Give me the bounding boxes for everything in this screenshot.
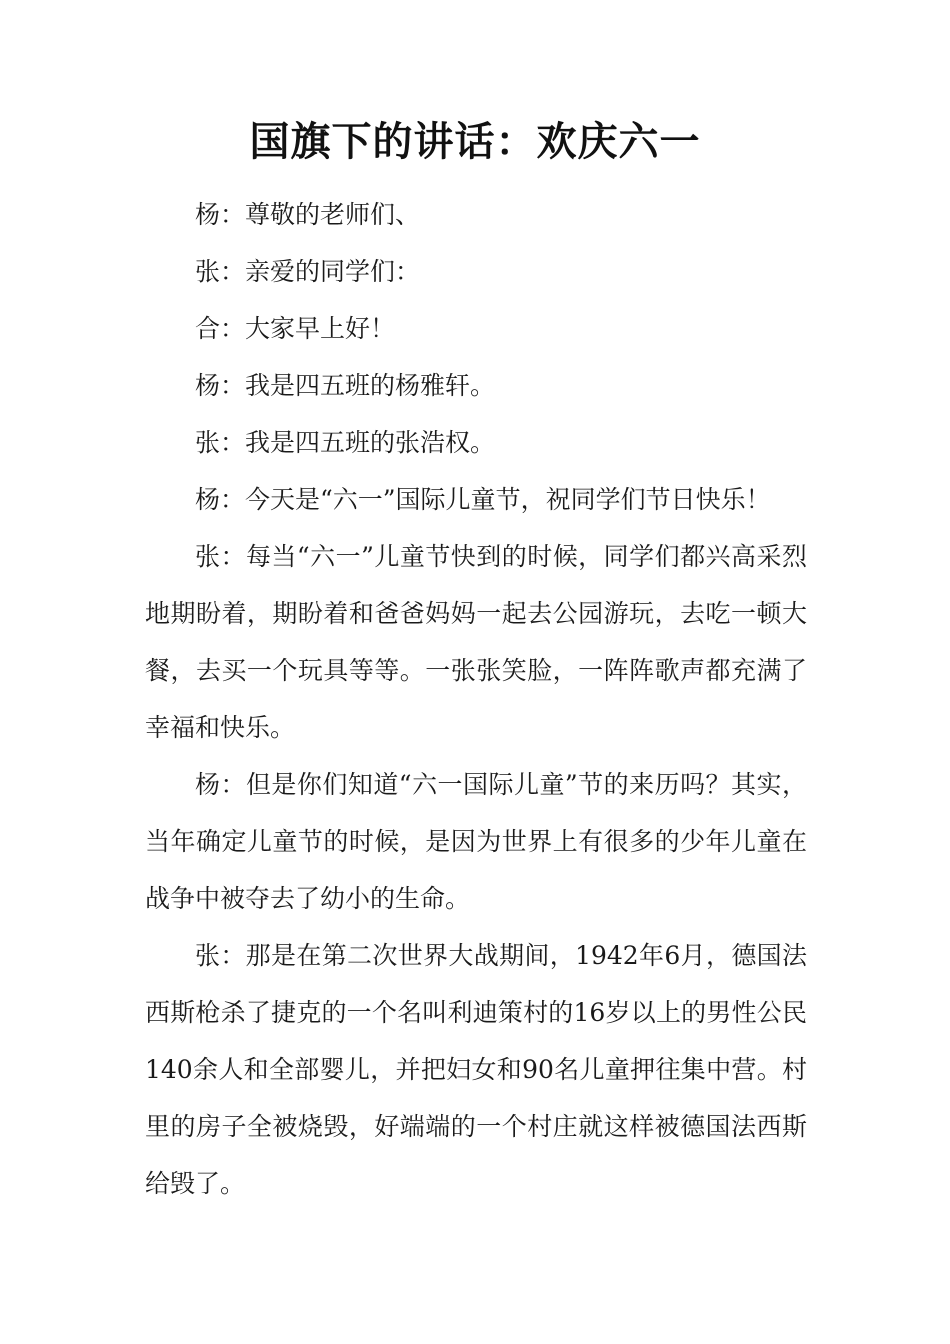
paragraph: 张：那是在第二次世界大战期间，1942年6月，德国法西斯枪杀了捷克的一个名叫利迪策村的16岁以上的男性公民140余人和全部婴儿，并把妇女和90名儿童押往集中营。村里的房子全被烧毁，好端端的一个村庄就这样被德国法西斯给毁了。	[145, 941, 807, 1198]
paragraph: 杨：尊敬的老师们、	[195, 200, 421, 229]
paragraph: 张：亲爱的同学们：	[195, 257, 421, 286]
paragraph: 合：大家早上好！	[195, 314, 396, 343]
document-title: 国旗下的讲话：欢庆六一	[249, 118, 701, 165]
paragraph: 杨：但是你们知道“六一国际儿童”节的来历吗？其实，当年确定儿童节的时候，是因为世界上有很多的少年儿童在战争中被夺去了幼小的生命。	[145, 770, 807, 913]
paragraph: 杨：今天是“六一”国际儿童节，祝同学们节日快乐！	[195, 485, 771, 514]
paragraph: 杨：我是四五班的杨雅轩。	[195, 371, 496, 400]
paragraph: 张：每当“六一”儿童节快到的时候，同学们都兴高采烈地期盼着，期盼着和爸爸妈妈一起去公园游玩，去吃一顿大餐，去买一个玩具等等。一张张笑脸，一阵阵歌声都充满了幸福和快乐。	[145, 542, 807, 742]
document-body	[145, 186, 807, 1212]
paragraph: 张：我是四五班的张浩权。	[195, 428, 496, 457]
